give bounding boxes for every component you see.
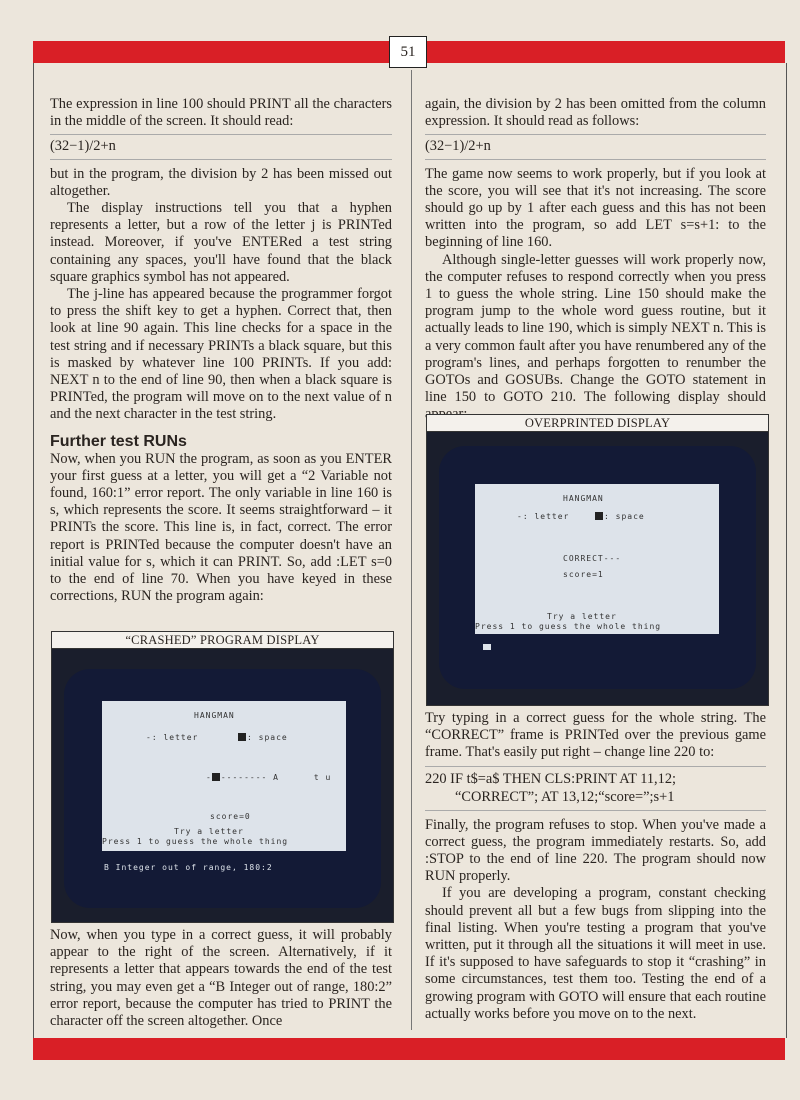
figure-caption: OVERPRINTED DISPLAY bbox=[427, 415, 768, 432]
crashed-display-figure bbox=[51, 631, 394, 923]
legend-space: : space bbox=[595, 512, 645, 521]
screen-title: HANGMAN bbox=[563, 494, 604, 503]
block-square-icon bbox=[238, 733, 246, 741]
score-line: score=0 bbox=[210, 812, 251, 821]
page-number: 51 bbox=[389, 36, 427, 68]
paragraph: Although single-letter guesses will work properly now, the computer refuses to respond correctly when you press 1 to guess the whole string. Line 150 should make the program jump to the whole word guess routine, but it actually leads to line 190, which is simply NEXT n. This is a very common fault after you have renumbered any of the program's lines, and perhaps forgotten to renumber the GOTOs and GOSUBs. Change the GOTO statement in line 150 to GOTO 210. The following display should bbox=[425, 251, 766, 406]
code-line: 220 IF t$=a$ THEN CLS:PRINT AT 11,12; bbox=[425, 770, 677, 787]
paragraph: If you are developing a program, constant checking should prevent all but a few bugs from slipping into the final listing. When you're testing a program that you've written, put it through all the situations it will meet in use. If it's supposed to have safeguards to stop it “crashing” in some circumstances, test them too. Testing the end of a growing program with GOTO will ensure that each routine actually works before you move on to the next. bbox=[425, 885, 766, 1022]
score-line: score=1 bbox=[563, 570, 604, 579]
paragraph: Now, when you RUN the program, as soon as you ENTER your first guess at a letter, you will get a “2 Variable not found, 160:1” error report. The only variable in line 160 is s, which represents the score. It seems straightforward – it PRINTs the score. This line is, in fact, correct. The error report is PRINTed because the computer doesn't have an initial value for s, which it can PRINT. So, add :LET s=0 to the end of line 70. When you have keyed in these corrections, RUN the program again: bbox=[50, 450, 392, 605]
tv-screen-surround bbox=[64, 669, 381, 908]
block-square-icon bbox=[595, 512, 603, 520]
computer-screen bbox=[102, 701, 346, 851]
paragraph: but in the program, the division by 2 has been missed out altogether. bbox=[50, 165, 392, 199]
paragraph: The display instructions tell you that a hyphen represents a letter, but a row of the letter j is PRINTed instead. Moreover, if you've ENTERed a test string containing any spaces, you'll have found that the black square graphics symbol has not appeared. bbox=[50, 200, 392, 285]
computer-screen bbox=[475, 484, 719, 634]
cursor-block bbox=[483, 644, 491, 650]
prompt-press: Press 1 to guess the whole thing bbox=[475, 622, 662, 631]
figure-caption: “CRASHED” PROGRAM DISPLAY bbox=[52, 632, 393, 649]
paragraph: Finally, the program refuses to stop. When you've made a correct guess, the program immediately restarts. So, add :STOP to the end of line 220. The program should now RUN properly. bbox=[425, 816, 766, 885]
paragraph: The j-line has appeared because the programmer forgot to press the shift key to get a hyphen. Correct that, then look at line 90 again. This line checks for a space in the test string and if necessary PRINTs a black square, but this is masked by whatever line 100 PRINTs. If you add: NEXT n to the end of line 90, then when a black square is PRINTed, the program will move on to the next value of n and the next character in the test string. bbox=[50, 286, 392, 423]
right-column-bottom bbox=[425, 710, 766, 1023]
right-column bbox=[425, 96, 766, 424]
paragraph: Try typing in a correct guess for the whole string. The “CORRECT” frame is PRINTed over the previous game frame. That's easily put right – change line 220 to: bbox=[425, 710, 766, 761]
legend-letter: -: letter bbox=[146, 733, 199, 742]
legend-letter: -: letter bbox=[517, 512, 570, 521]
legend-space: : space bbox=[238, 733, 288, 742]
paragraph: The game now seems to work properly, but if you look at the score, you will see that it's not increasing. The score should go up by 1 after each guess and this has not been written into the program, so add LET s=s+1: to the beginning of line 160. bbox=[425, 165, 766, 251]
code-line: (32−1)/2+n bbox=[50, 134, 392, 159]
tv-bezel bbox=[52, 649, 393, 922]
section-heading: Further test RUNs bbox=[50, 432, 187, 450]
correct-line: CORRECT--- bbox=[563, 554, 622, 563]
column-divider bbox=[411, 70, 412, 1030]
tv-bezel bbox=[427, 432, 768, 705]
prompt-try: Try a letter bbox=[174, 827, 244, 836]
block-square-icon bbox=[212, 773, 220, 781]
overprinted-display-figure bbox=[426, 414, 769, 706]
code-line: “CORRECT”; AT 13,12;“score=”;s+1 bbox=[455, 788, 675, 805]
bottom-red-band bbox=[33, 1038, 785, 1060]
code-line: (32−1)/2+n bbox=[425, 134, 766, 159]
left-column-bottom bbox=[50, 927, 392, 1030]
paragraph: Now, when you type in a correct guess, it will probably appear to the right of the screen. Alternatively, if it represents a letter that appears towards the end of the test string, you may even get a “B Integer out of range, 180:2” error report, because the computer has tried to PRINT the character off the screen altogether. Once bbox=[50, 927, 392, 1030]
tv-screen-surround bbox=[439, 446, 756, 689]
left-column bbox=[50, 96, 392, 605]
code-block bbox=[425, 766, 766, 811]
prompt-try: Try a letter bbox=[547, 612, 617, 621]
paragraph: The expression in line 100 should PRINT all the characters in the middle of the screen. It should read: bbox=[50, 96, 392, 130]
error-report: B Integer out of range, 180:2 bbox=[104, 863, 273, 872]
screen-title: HANGMAN bbox=[194, 711, 235, 720]
guess-row: - -------- A t u bbox=[206, 773, 332, 782]
paragraph: again, the division by 2 has been omitted from the column expression. It should read as follows: bbox=[425, 96, 766, 130]
prompt-press: Press 1 to guess the whole thing bbox=[102, 837, 289, 846]
